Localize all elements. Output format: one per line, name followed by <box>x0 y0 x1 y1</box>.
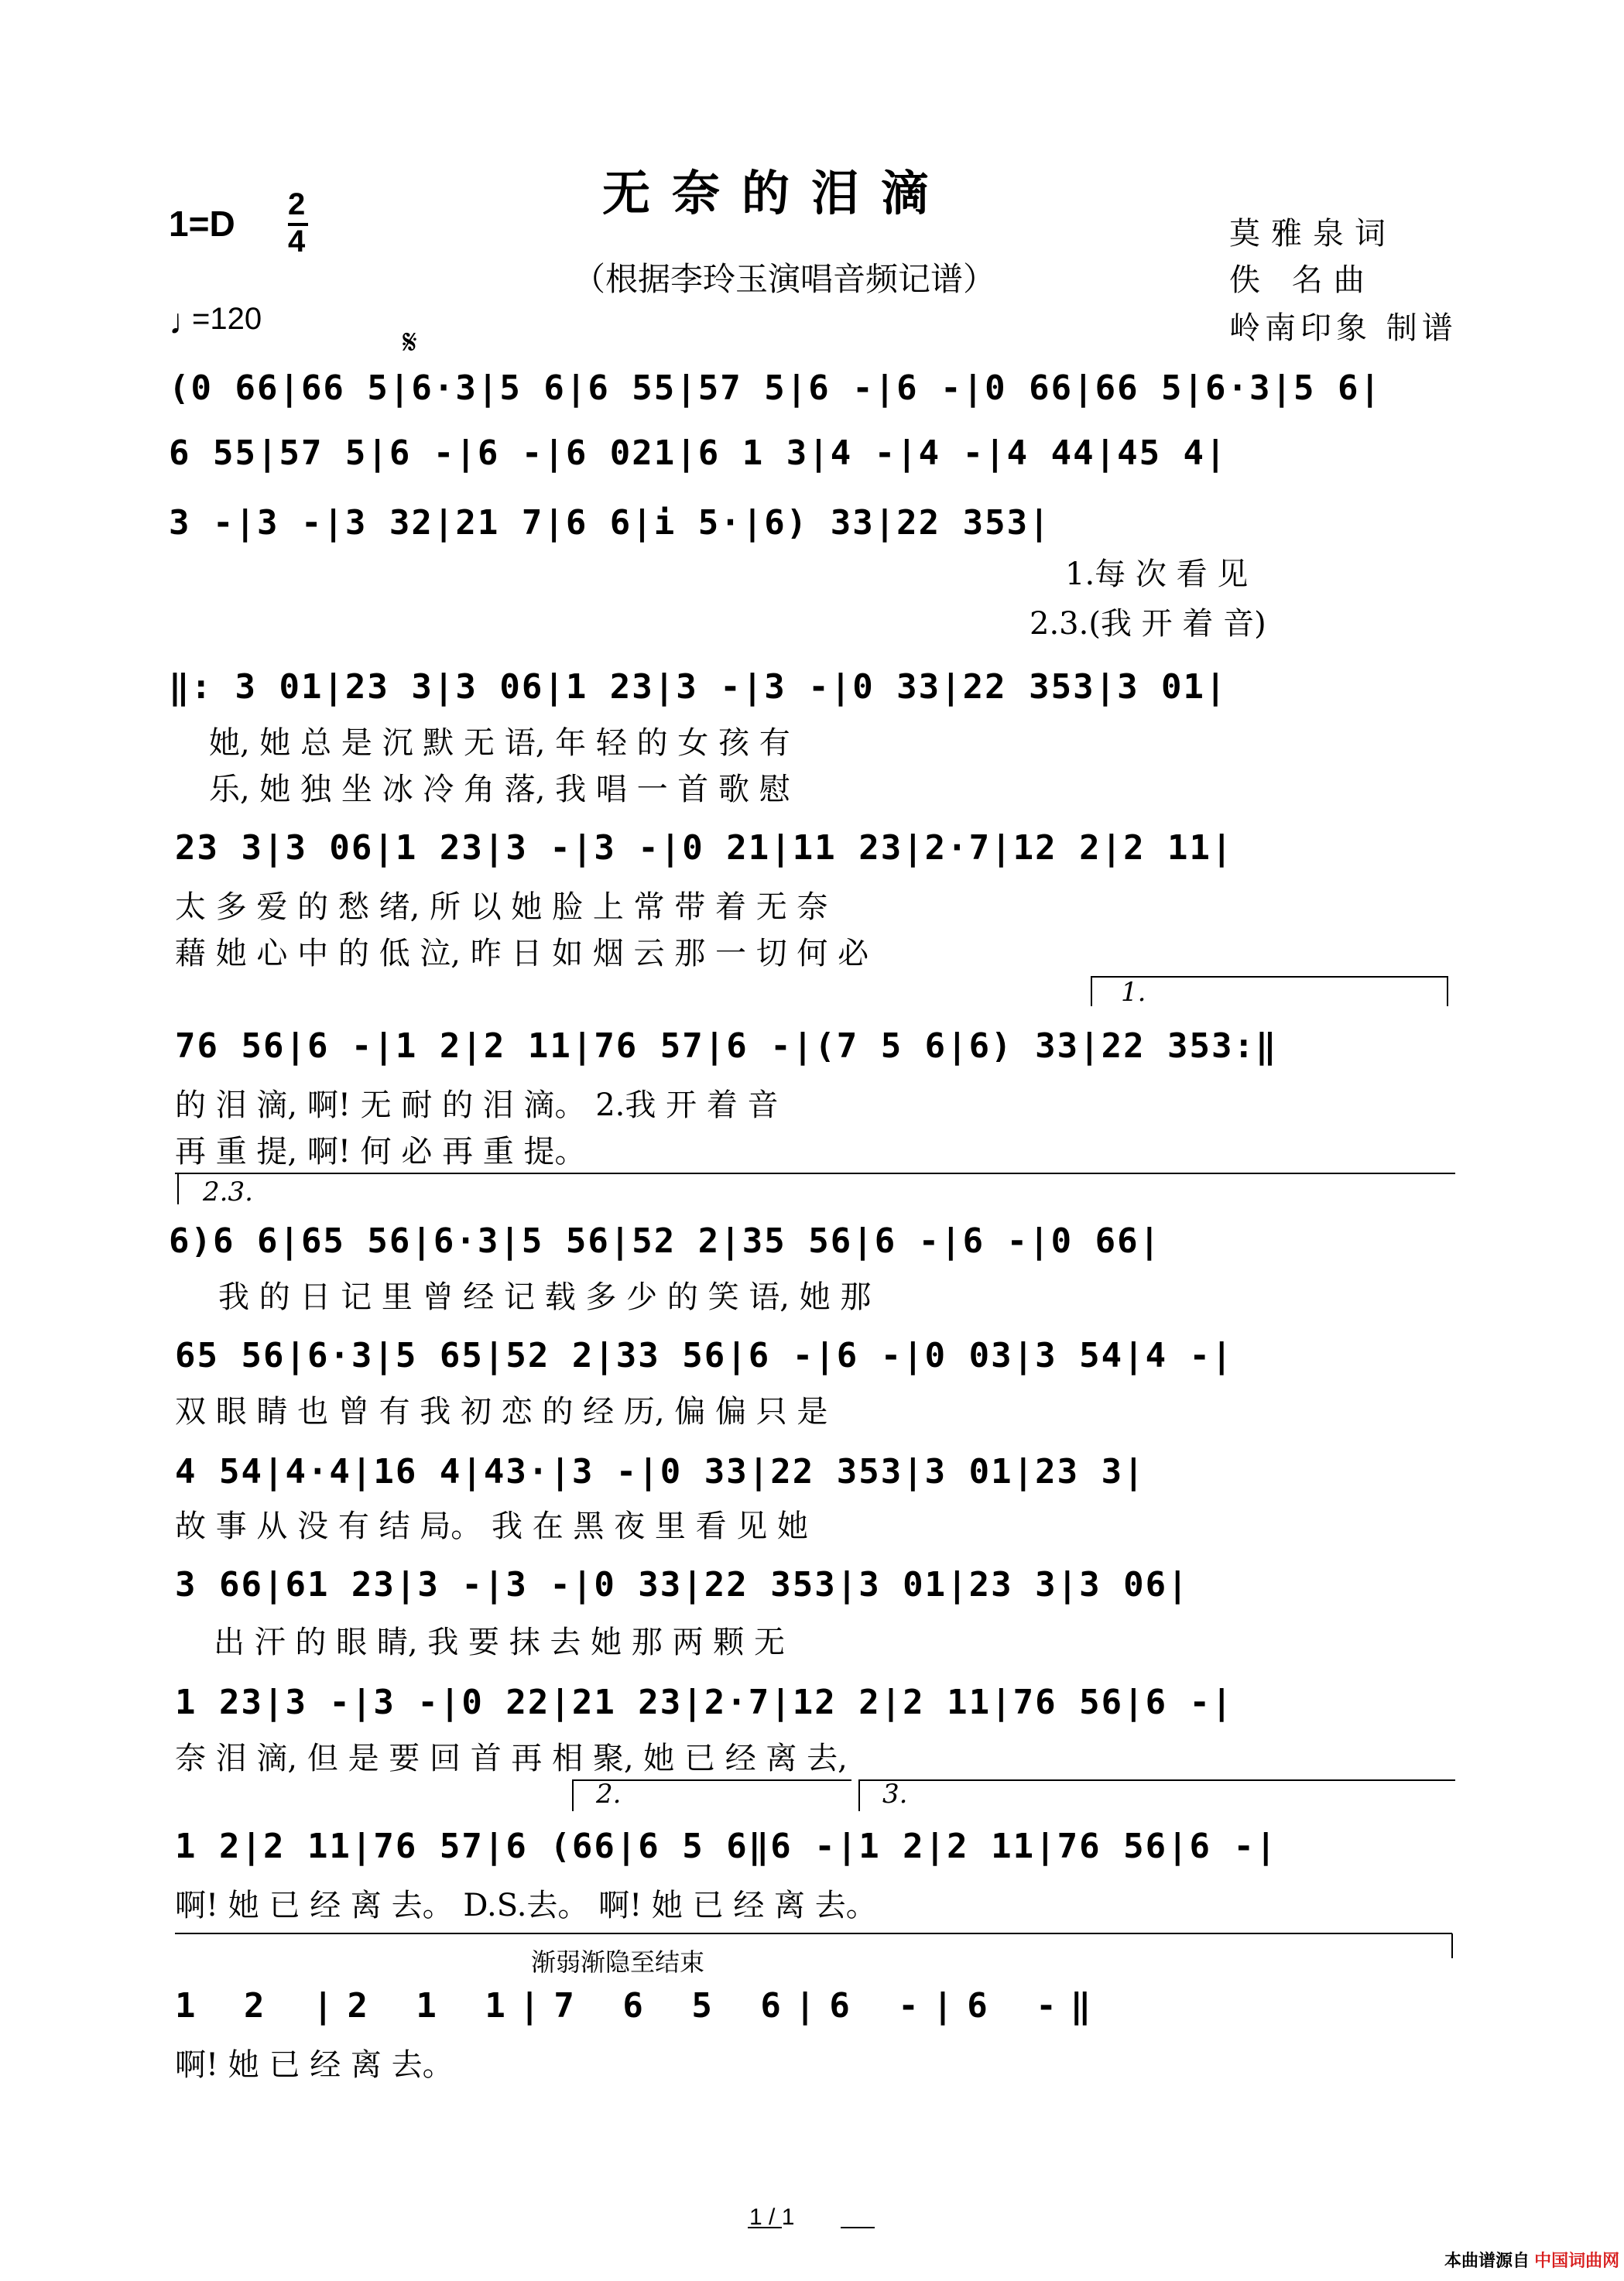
lyric-row-3-verse-1: 1.每 次 看 见 <box>1065 557 1249 592</box>
page-number: 1 / 1 <box>749 2204 795 2230</box>
lyric-row-5-verse-2: 藉 她 心 中 的 低 泣, 昨 日 如 烟 云 那 一 切 何 必 <box>175 936 869 971</box>
key-signature: 1=D <box>169 204 235 244</box>
quarter-note-icon: ♩ <box>169 301 204 341</box>
composer: 佚 名曲 <box>1229 262 1376 298</box>
volta-1-bracket <box>1091 977 1448 1006</box>
tempo-marking: =120 <box>192 302 262 336</box>
lyric-row-6-verse-1: 的 泪 滴, 啊! 无 耐 的 泪 滴。 2.我 开 着 音 <box>175 1087 779 1123</box>
lyric-row-4-verse-1: 她, 她 总 是 沉 默 无 语, 年 轻 的 女 孩 有 <box>209 725 790 761</box>
score-row-10: 3 66|61 23|3 -|3 -|0 33|22 353|3 01|23 3|3 06| <box>175 1565 1190 1605</box>
score-row-4: ‖: 3 01|23 3|3 06|1 23|3 -|3 -|0 33|22 353|3 01| <box>169 667 1228 707</box>
arranger: 岭南印象 制谱 <box>1229 310 1458 346</box>
song-subtitle: （根据李玲玉演唱音频记谱） <box>573 260 996 298</box>
time-signature-top: 2 <box>288 187 306 221</box>
score-row-1: (0 66|66 5|6·3|5 6|6 55|57 5|6 -|6 -|0 66|66 5|6·3|5 6| <box>169 368 1382 408</box>
lyric-row-9: 故 事 从 没 有 结 局。 我 在 黑 夜 里 看 见 她 <box>175 1509 809 1544</box>
score-row-11: 1 23|3 -|3 -|0 22|21 23|2·7|12 2|2 11|76 56|6 -| <box>175 1683 1234 1722</box>
volta-2-bracket <box>573 1780 851 1811</box>
time-signature-bottom: 4 <box>288 224 306 259</box>
score-row-7: 6)6 6|65 56|6·3|5 56|52 2|35 56|6 -|6 -|0 66| <box>169 1221 1162 1261</box>
song-title: 无奈的泪滴 <box>602 165 951 221</box>
lyric-row-13: 啊! 她 已 经 离 去。 <box>175 2047 454 2083</box>
dynamic-marking: 渐弱渐隐至结束 <box>531 1948 705 1976</box>
lyric-row-8: 双 眼 睛 也 曾 有 我 初 恋 的 经 历, 偏 偏 只 是 <box>175 1394 828 1430</box>
score-row-9: 4 54|4·4|16 4|43·|3 -|0 33|22 353|3 01|23 3| <box>175 1452 1146 1492</box>
score-row-12: 1 2|2 11|76 57|6 (66|6 5 6‖6 -|1 2|2 11|76 56|6 -| <box>175 1827 1278 1866</box>
score-row-2: 6 55|57 5|6 -|6 -|6 021|6 1 3|4 -|4 -|4 44|45 4| <box>169 433 1228 473</box>
lyric-row-6-verse-2: 再 重 提, 啊! 何 必 再 重 提。 <box>175 1134 586 1170</box>
source-site: 中国词曲网 <box>1534 2251 1620 2270</box>
score-row-3: 3 -|3 -|3 32|21 7|6 6|i 5·|6) 33|22 353| <box>169 503 1051 543</box>
lyric-row-10: 出 汗 的 眼 睛, 我 要 抹 去 她 那 两 颗 无 <box>214 1625 786 1660</box>
score-row-8: 65 56|6·3|5 65|52 2|33 56|6 -|6 -|0 03|3 54|4 -| <box>175 1336 1234 1375</box>
lyric-row-5-verse-1: 太 多 爱 的 愁 绪, 所 以 她 脸 上 常 带 着 无 奈 <box>175 889 828 925</box>
volta-2: 2. <box>596 1779 622 1810</box>
volta-2-3: 2.3. <box>203 1176 253 1207</box>
lyric-row-11: 奈 泪 滴, 但 是 要 回 首 再 相 聚, 她 已 经 离 去, <box>175 1741 848 1776</box>
score-row-5: 23 3|3 06|1 23|3 -|3 -|0 21|11 23|2·7|12 2|2 11| <box>175 828 1234 868</box>
segno-icon: 𝄋 <box>403 324 417 361</box>
volta-3-bracket <box>859 1780 1455 1811</box>
lyric-row-4-verse-2: 乐, 她 独 坐 冰 冷 角 落, 我 唱 一 首 歌 慰 <box>209 772 790 807</box>
volta-1: 1. <box>1121 977 1146 1008</box>
source-label: 本曲谱源自 <box>1444 2251 1530 2270</box>
score-row-13: 1 2 |2 1 1|7 6 5 6|6 -|6 -‖ <box>175 1986 1105 2026</box>
lyric-row-12: 啊! 她 已 经 离 去。 D.S.去。 啊! 她 已 经 离 去。 <box>175 1888 877 1923</box>
lyric-row-3-verse-2: 2.3.(我 开 着 音) <box>1030 606 1266 642</box>
lyric-row-7: 我 的 日 记 里 曾 经 记 载 多 少 的 笑 语, 她 那 <box>218 1279 872 1315</box>
volta-3: 3. <box>882 1779 908 1810</box>
lyricist: 莫雅泉词 <box>1229 216 1396 252</box>
score-row-6: 76 56|6 -|1 2|2 11|76 57|6 -|(7 5 6|6) 33|22 353:‖ <box>175 1026 1278 1066</box>
